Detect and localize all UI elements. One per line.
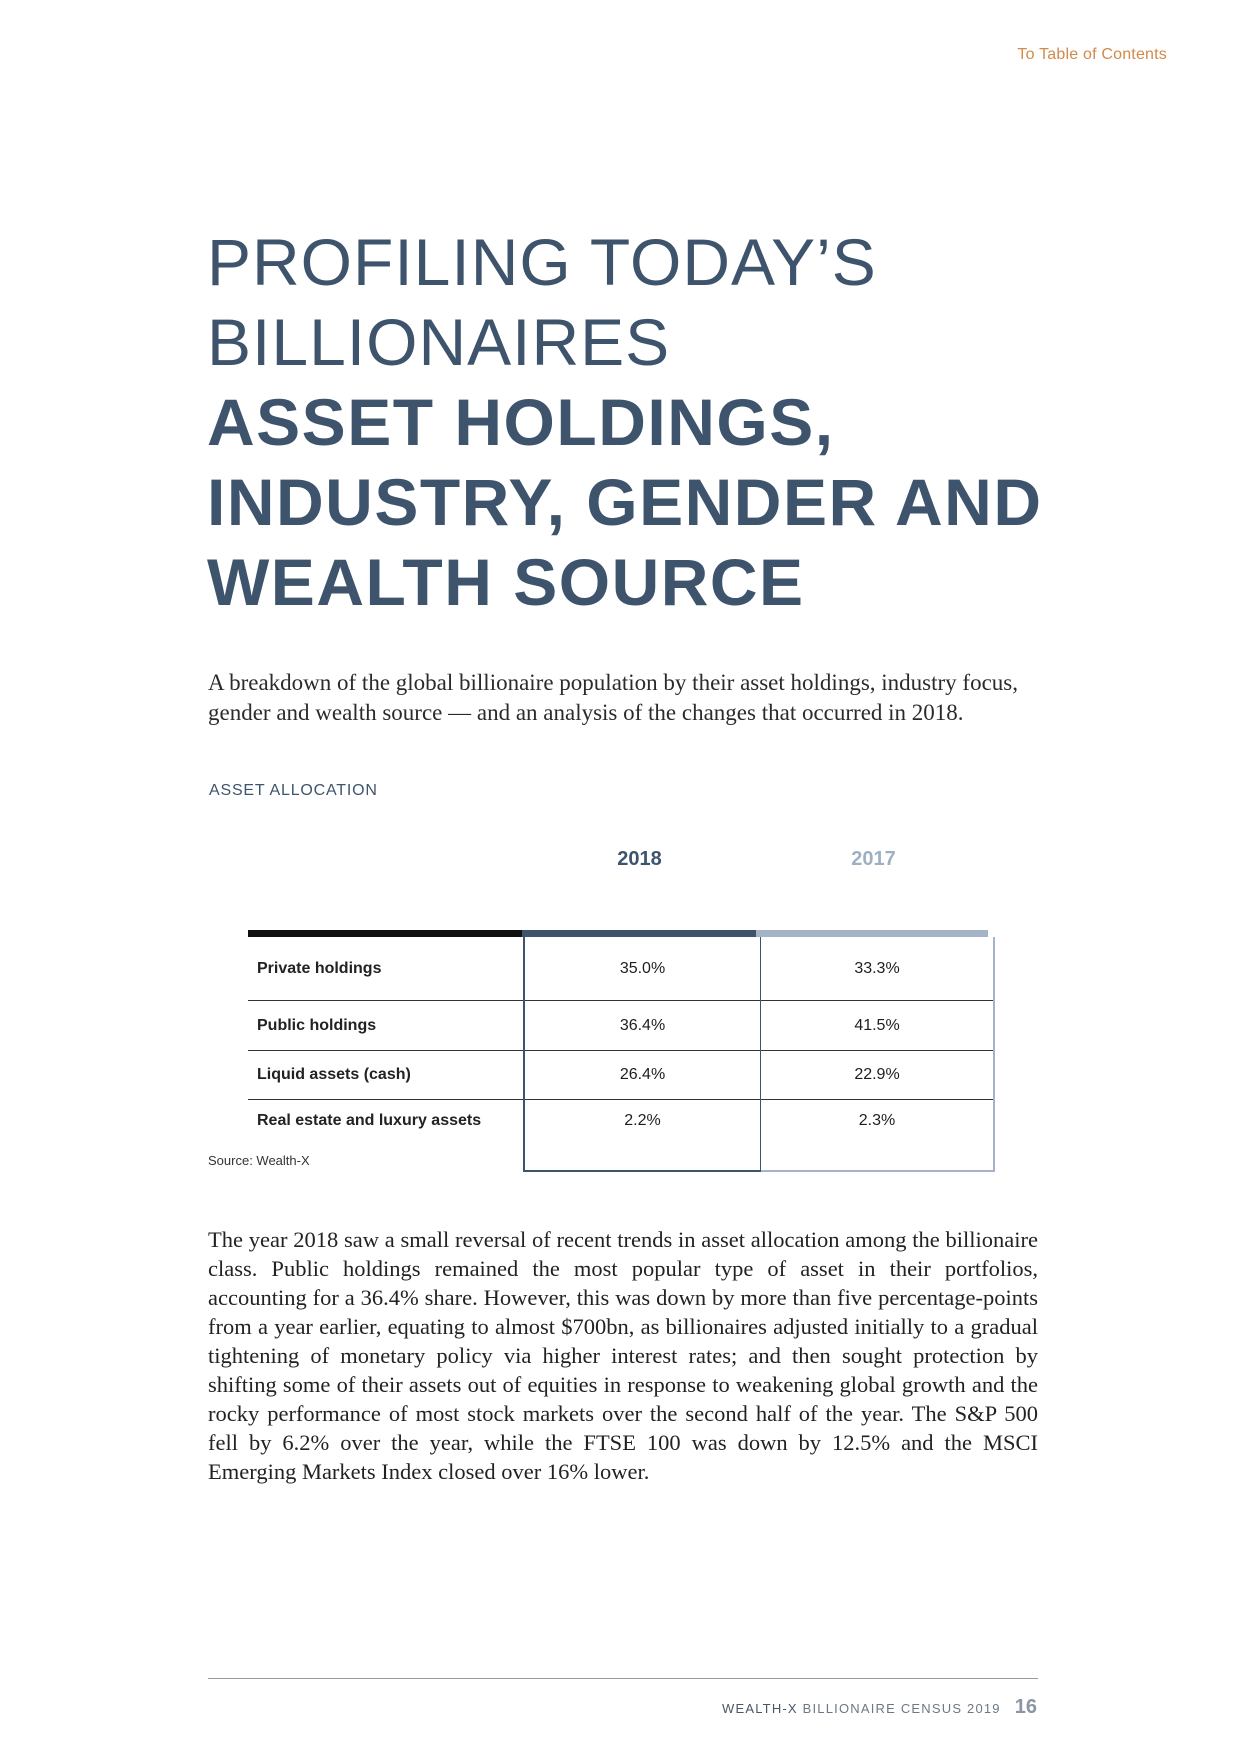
column-header-2017: 2017 xyxy=(851,848,896,870)
footer-publication-title: BILLIONAIRE CENSUS 2019 xyxy=(802,1701,1001,1716)
table-row xyxy=(248,1001,994,1051)
value-2018: 36.4% xyxy=(524,1001,761,1051)
title-line-bold: INDUSTRY, GENDER AND xyxy=(207,465,1043,539)
table-row xyxy=(248,1051,994,1100)
title-line-bold: ASSET HOLDINGS, xyxy=(207,385,835,459)
title-line: PROFILING TODAY’S xyxy=(207,225,877,299)
body-paragraph: The year 2018 saw a small reversal of recent trends in asset allocation among the billionaire class. Public holdings remained the most popular type of asset in their portfolios, accounting for a 36.4% share. However, this was down by more than five percentage-points from a year earlier, equating to almost $700bn, as billionaires adjusted initially to a gradual tightening of monetary policy via higher interest rates; and then sought protection by shifting some of their assets out of equities in response to weakening global growth and the rocky performance of most stock markets over the second half of the year. The S&P 500 fell by 6.2% over the year, while the FTSE 100 was down by 12.5% and the MSCI Emerging Markets Index closed over 16% lower. xyxy=(208,1227,1038,1484)
table-row xyxy=(248,1100,994,1172)
value-2017: 41.5% xyxy=(761,1001,995,1051)
label-column-bar xyxy=(248,930,522,937)
page-title xyxy=(207,222,1107,622)
value-2018: 35.0% xyxy=(524,937,761,1001)
asset-allocation-table xyxy=(248,848,988,1172)
title-line-bold: WEALTH SOURCE xyxy=(207,545,805,619)
intro-paragraph: A breakdown of the global billionaire population by their asset holdings, industry focus, gender and wealth source — and an analysis of the changes that occurred in 2018. xyxy=(208,670,1018,725)
page-footer xyxy=(722,1696,1037,1719)
2017-column-bar xyxy=(756,930,988,937)
table-row xyxy=(248,937,994,1001)
row-label: Liquid assets (cash) xyxy=(257,1066,411,1083)
title-line: BILLIONAIRES xyxy=(207,305,671,379)
column-header-2018: 2018 xyxy=(617,848,662,870)
row-label: Private holdings xyxy=(257,959,382,977)
column-color-bars xyxy=(248,930,988,937)
value-2017: 2.3% xyxy=(761,1100,995,1172)
page-number: 16 xyxy=(1014,1696,1037,1718)
value-2017: 33.3% xyxy=(761,937,995,1001)
footer-brand-name: WEALTH-X xyxy=(722,1701,798,1716)
row-label: Real estate and luxury assets xyxy=(257,1112,482,1129)
footer-publication xyxy=(722,1701,1001,1716)
table-of-contents-link[interactable]: To Table of Contents xyxy=(1017,46,1167,63)
footer-divider xyxy=(208,1678,1038,1679)
source-note: Source: Wealth-X xyxy=(208,1153,310,1168)
value-2018: 2.2% xyxy=(524,1100,761,1172)
2018-column-bar xyxy=(522,930,756,937)
row-label: Public holdings xyxy=(257,1016,377,1034)
value-2017: 22.9% xyxy=(761,1051,995,1100)
section-heading: ASSET ALLOCATION xyxy=(209,782,378,799)
value-2018: 26.4% xyxy=(524,1051,761,1100)
